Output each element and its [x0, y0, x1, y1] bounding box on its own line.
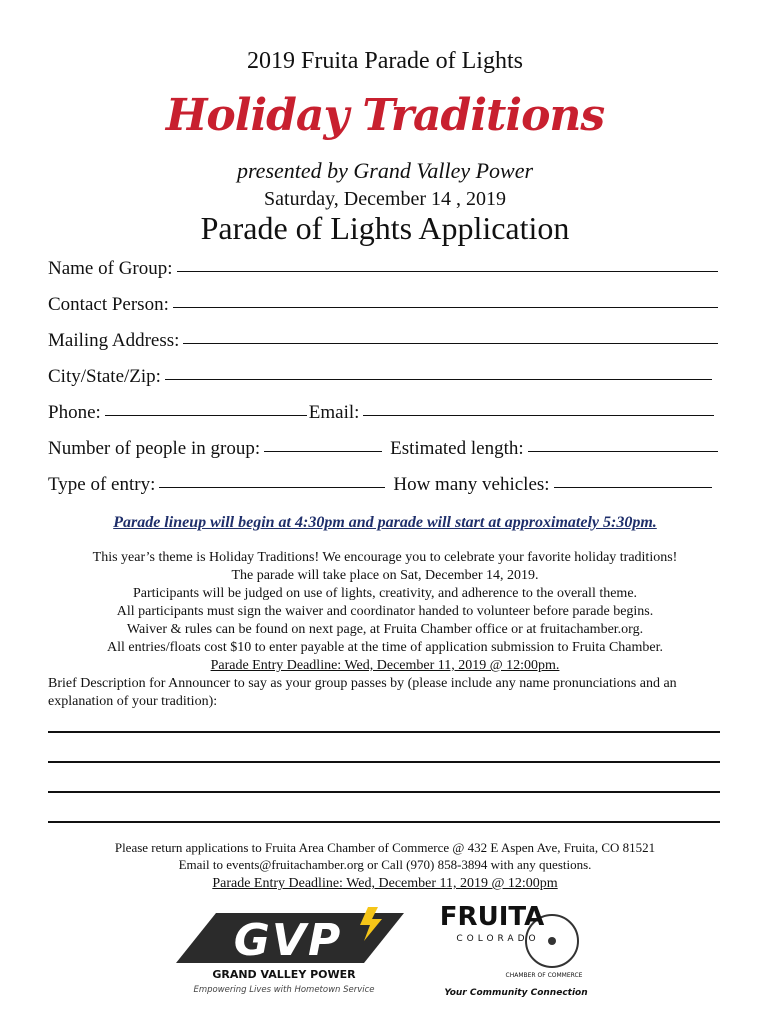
gvp-logo — [172, 905, 412, 997]
fruita-chamber-logo — [440, 895, 590, 1000]
application-title: Parade of Lights Application — [200, 210, 570, 246]
people-length-row — [48, 438, 720, 460]
presented-by: presented by Grand Valley Power — [236, 158, 534, 183]
judging-text: Participants will be judged on use of lights, creativity, and adherence to the overall theme. — [132, 586, 638, 601]
length-label: Estimated length: — [390, 438, 524, 459]
contact-info: Email to events@fruitachamber.org or Call (970) 858-3894 with any questions. — [178, 857, 592, 872]
gvp-tagline: Empowering Lives with Hometown Service — [193, 985, 375, 995]
type-label: Type of entry: — [48, 474, 156, 495]
contact-row — [48, 294, 720, 316]
email-field[interactable] — [363, 415, 714, 416]
fruita-name: FRUITA — [440, 902, 545, 932]
fruita-tagline: Your Community Connection — [444, 988, 588, 998]
mailing-row — [48, 330, 720, 352]
theme-banner: Holiday Traditions — [165, 90, 605, 141]
vehicles-label: How many vehicles: — [393, 474, 550, 495]
phone-field[interactable] — [105, 415, 307, 416]
people-field[interactable] — [264, 451, 382, 452]
city-row — [48, 366, 714, 388]
footer-deadline: Parade Entry Deadline: Wed, December 11, 2019 @ 12:00pm — [212, 876, 558, 891]
phone-email-row — [48, 402, 716, 424]
phone-label: Phone: — [48, 402, 101, 423]
announcer-description-label: Brief Description for Announcer to say as your group passes by (please include any name pronunciations and an explanation of your tradition): — [48, 676, 677, 709]
length-field[interactable] — [528, 451, 718, 452]
event-title: 2019 Fruita Parade of Lights — [247, 48, 523, 74]
vehicles-field[interactable] — [554, 487, 712, 488]
email-label: Email: — [308, 402, 360, 423]
theme-text: This year’s theme is Holiday Traditions! We encourage you to celebrate your favorite holiday traditions! — [92, 550, 678, 565]
contact-label: Contact Person: — [48, 294, 169, 315]
city-label: City/State/Zip: — [48, 366, 161, 387]
description-line-2[interactable] — [48, 761, 720, 763]
date-text: The parade will take place on Sat, December 14, 2019. — [231, 568, 539, 583]
type-field[interactable] — [159, 487, 385, 488]
return-instructions — [48, 838, 722, 857]
fruita-state: COLORADO — [456, 934, 540, 944]
group-name-field[interactable] — [177, 271, 718, 272]
event-date: Saturday, December 14 , 2019 — [264, 188, 506, 210]
description-line-4[interactable] — [48, 821, 720, 823]
group-name-row — [48, 258, 720, 280]
fruita-chamber-text: CHAMBER OF COMMERCE — [505, 972, 583, 979]
type-vehicles-row — [48, 474, 714, 496]
fee-text: All entries/floats cost $10 to enter payable at the time of application submission to Fruita Chamber. — [107, 640, 663, 655]
people-label: Number of people in group: — [48, 438, 261, 459]
description-line-1[interactable] — [48, 731, 720, 733]
description-line-3[interactable] — [48, 791, 720, 793]
rules-text: Waiver & rules can be found on next page, at Fruita Chamber office or at fruitachamber.org. — [126, 622, 644, 637]
gvp-name: GRAND VALLEY POWER — [212, 968, 356, 981]
waiver-text: All participants must sign the waiver and coordinator handed to volunteer before parade begins. — [116, 604, 654, 619]
mailing-field[interactable] — [183, 343, 718, 344]
wheel-hub — [548, 937, 556, 945]
city-field[interactable] — [165, 379, 712, 380]
group-name-label: Name of Group: — [48, 258, 173, 279]
mailing-label: Mailing Address: — [48, 330, 180, 351]
gvp-letters: GVP — [233, 915, 343, 966]
return-address: Please return applications to Fruita Area Chamber of Commerce @ 432 E Aspen Ave, Fruita, CO 81521 — [114, 840, 656, 855]
contact-field[interactable] — [173, 307, 718, 308]
entry-deadline: Parade Entry Deadline: Wed, December 11, 2019 @ 12:00pm. — [210, 658, 560, 673]
lineup-notice: Parade lineup will begin at 4:30pm and parade will start at approximately 5:30pm. — [113, 514, 657, 531]
